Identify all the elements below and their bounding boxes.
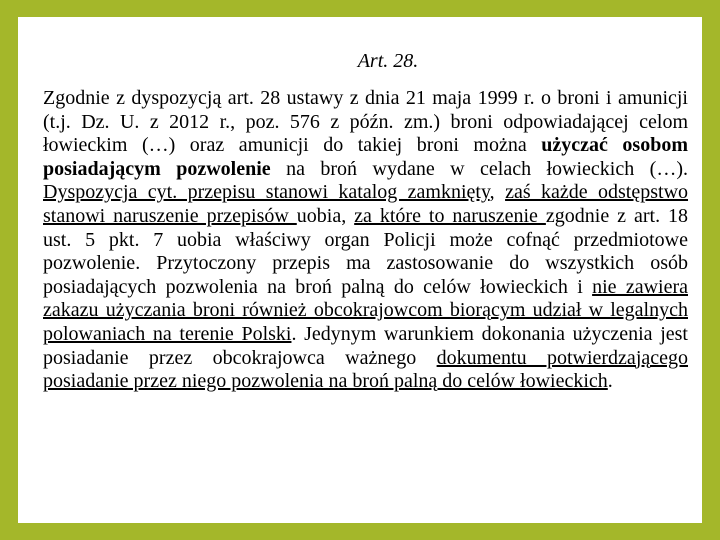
bold-phrase: użyczać osobom posiadającym pozwolenie [43, 134, 689, 180]
article-paragraph [43, 87, 688, 394]
article-title: Art. 28. [357, 50, 419, 72]
text-segment: uobia, [296, 204, 355, 227]
underlined-phrase: zaś każde odstępstwo stanowi naruszenie przepisów [43, 181, 689, 227]
slide-page [18, 17, 702, 523]
text-segment: na broń wydane w celach łowieckich (…). [270, 157, 688, 180]
underlined-phrase: dokumentu potwierdzającego posiadanie przez niego pozwolenia na broń palną do celów łowieckich [43, 346, 689, 393]
underlined-phrase: za które to naruszenie [354, 204, 546, 227]
underlined-phrase: Dyspozycja cyt. przepisu stanowi katalog zamknięty [43, 181, 490, 204]
text-segment: Zgodnie z dyspozycją art. 28 ustawy z dnia 21 maja 1999 r. o broni i amunicji (t.j. Dz. U. z 2012 r., poz. 576 z późn. zm.) broni odpowiadającej celom łowieckim (…) oraz amunicji do takiej broni można [43, 87, 688, 157]
text-segment: zgodnie z art. 18 ust. 5 pkt. 7 uobia właściwy organ Policji może cofnąć przedmiotowe pozwolenie. Przytoczony przepis ma zastosowanie do wszystkich osób posiadających pozwolenia na broń palną do celów łowieckich i [43, 204, 689, 298]
text-segment: . [607, 370, 613, 393]
text-segment: , [489, 181, 506, 204]
underlined-phrase: nie zawiera zakazu użyczania broni również obcokrajowcom biorącym udział w legalnych polowaniach na terenie Polski [43, 275, 688, 345]
text-segment: . Jedynym warunkiem dokonania użyczenia jest posiadanie przez obcokrajowca ważnego [43, 322, 688, 369]
